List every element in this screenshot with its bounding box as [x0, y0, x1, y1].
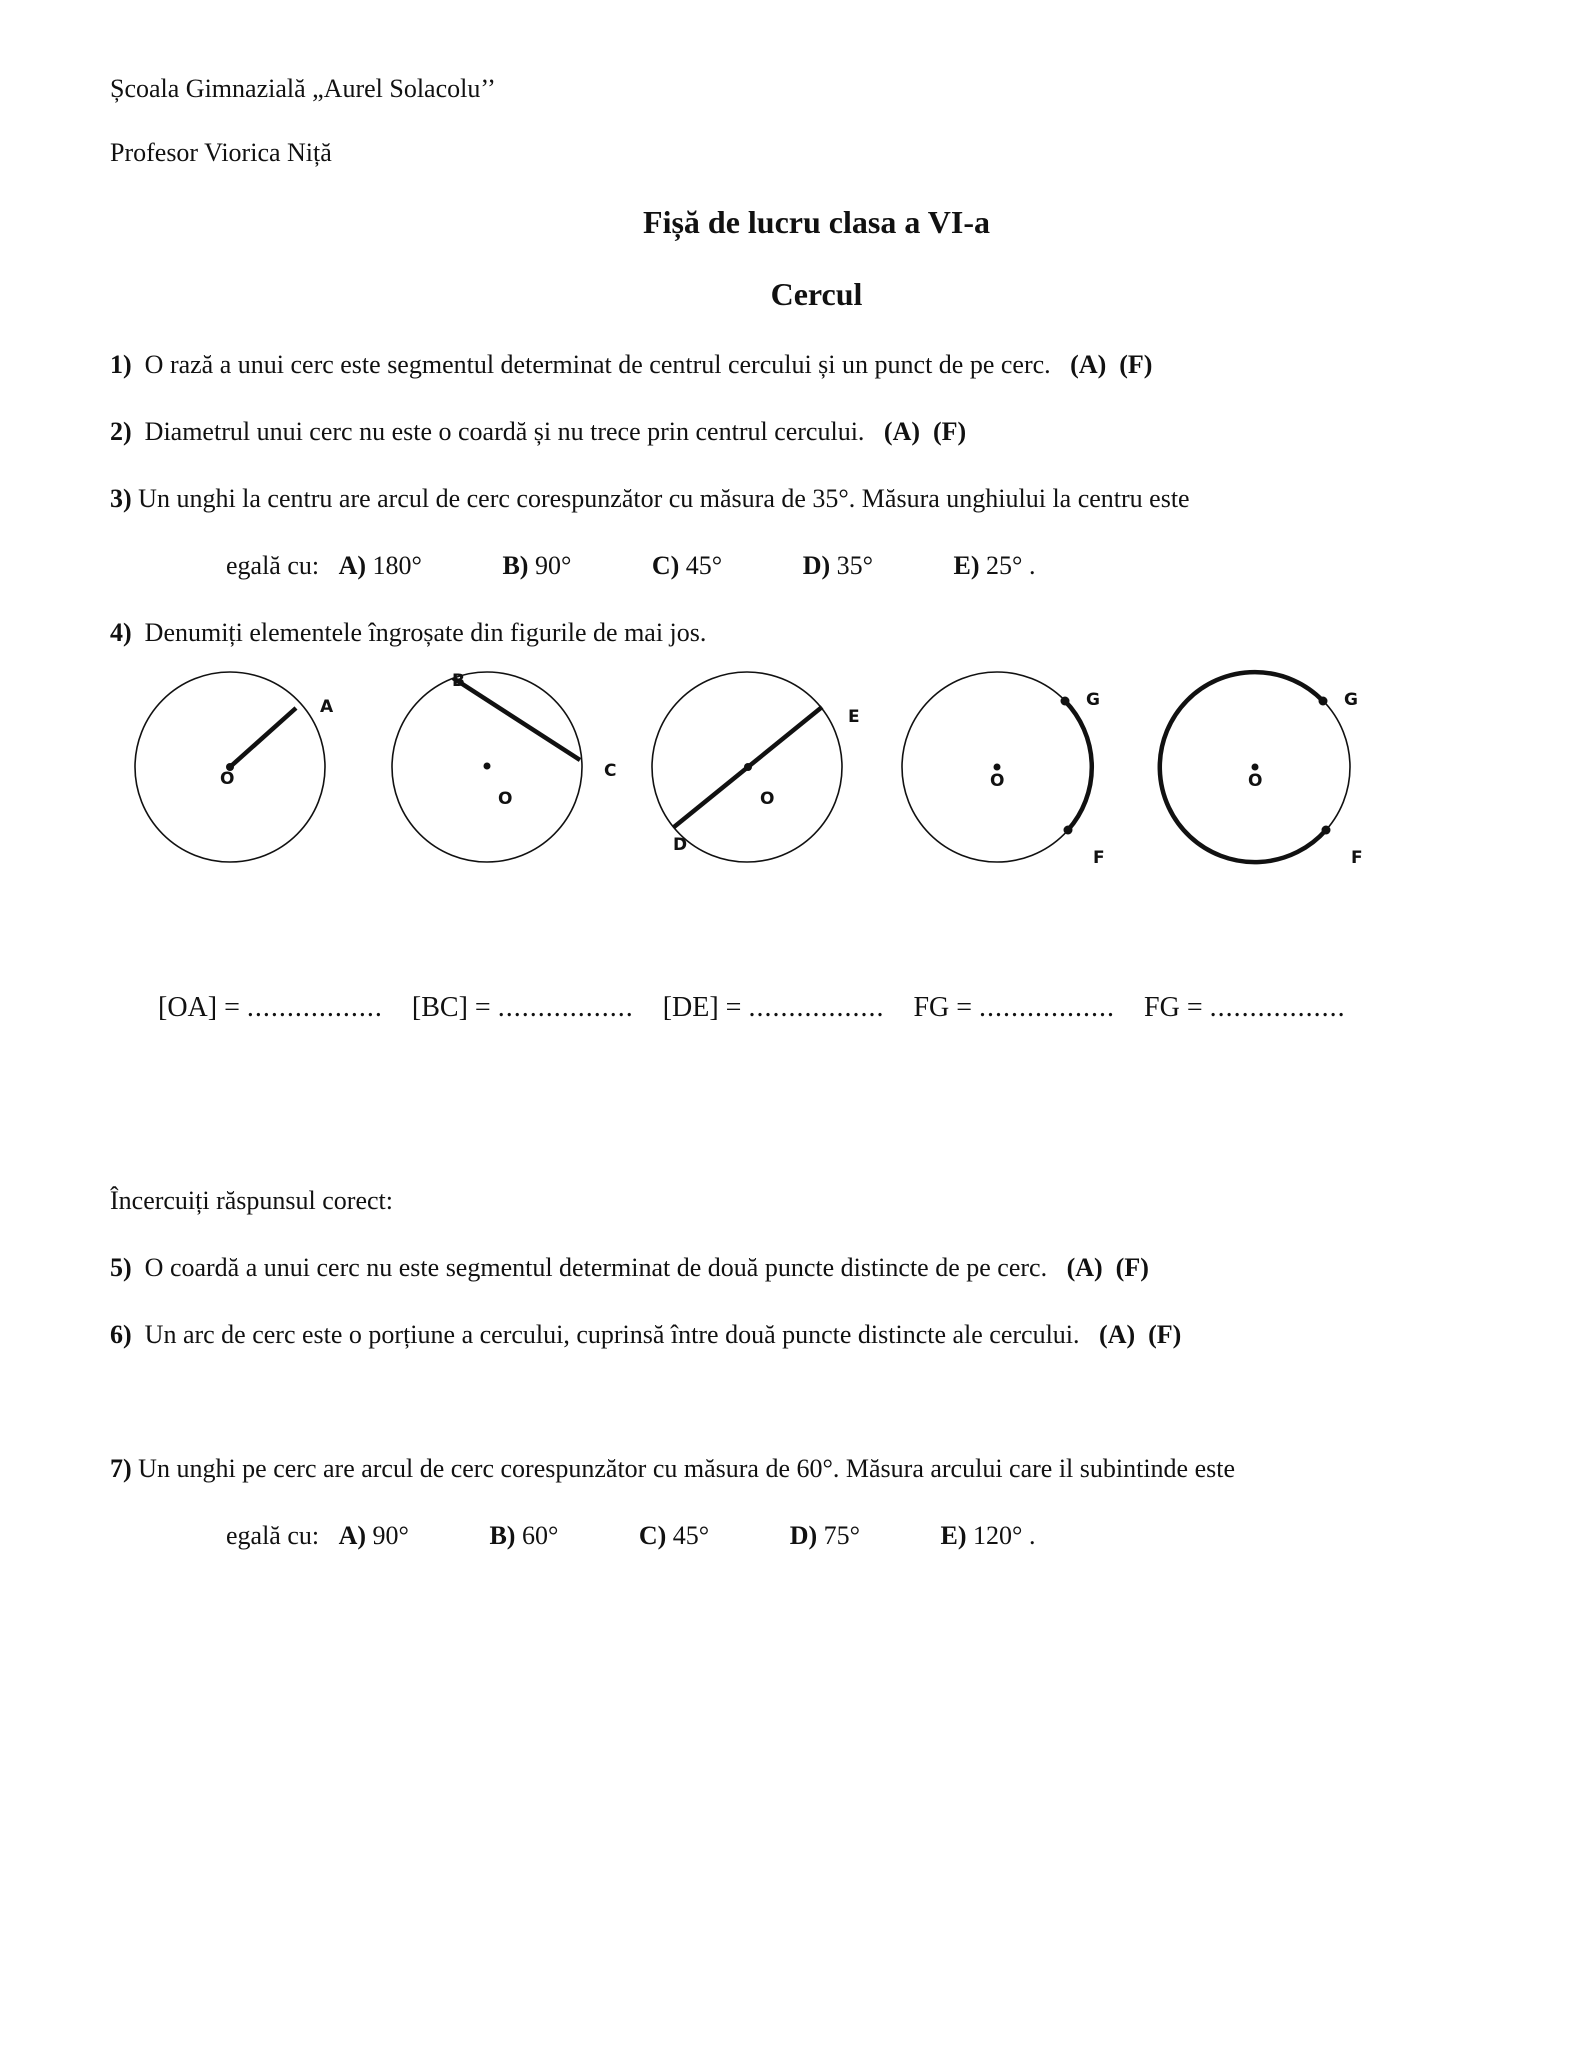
chord-bc [453, 678, 580, 760]
option-e[interactable] [954, 551, 1036, 580]
figure-chord [392, 671, 616, 862]
option-label: E) [953, 551, 980, 580]
question-number: 4) [110, 618, 132, 647]
answer-fg-major[interactable] [1144, 992, 1346, 1023]
question-5 [110, 1253, 1149, 1283]
answer-blank: ................. [979, 992, 1116, 1023]
answer-false[interactable]: (F) [933, 417, 967, 446]
label-center: O [760, 789, 775, 809]
question-text: O rază a unui cerc este segmentul determinat de centrul cercului și un punct de pe cerc. [144, 350, 1051, 379]
option-a[interactable] [339, 551, 422, 580]
question-number: 3) [110, 484, 132, 513]
label-point-g: G [1344, 690, 1358, 710]
question-text: Un unghi pe cerc are arcul de cerc corespunzător cu măsura de 60°. Măsura arcului care il subintinde este [138, 1454, 1236, 1483]
question-3 [110, 484, 1190, 514]
answer-blank: ................. [246, 992, 383, 1023]
option-label: E) [940, 1521, 967, 1550]
option-b[interactable] [489, 1521, 558, 1550]
option-label: B) [489, 1521, 516, 1550]
answer-label: [BC] = [411, 992, 491, 1023]
option-value: 35° [836, 551, 874, 580]
question-number: 1) [110, 350, 132, 379]
label-point-f: F [1351, 848, 1363, 868]
label-center: O [1248, 771, 1263, 791]
option-value: 45° [685, 551, 723, 580]
option-value: 180° [372, 551, 422, 580]
question-4 [110, 618, 706, 648]
option-e[interactable] [941, 1521, 1036, 1550]
page-subtitle: Cercul [770, 276, 863, 312]
answer-false[interactable]: (F) [1148, 1320, 1182, 1349]
option-label: D) [802, 551, 831, 580]
option-label: A) [338, 551, 367, 580]
answer-blank: ................. [497, 992, 634, 1023]
question-number: 2) [110, 417, 132, 446]
option-label: D) [789, 1521, 818, 1550]
option-value: 90° [534, 551, 572, 580]
point-g [1319, 697, 1328, 706]
question-6 [110, 1320, 1181, 1350]
school-name: Școala Gimnazială „Aurel Solacolu’’ [110, 74, 496, 103]
option-c[interactable] [652, 551, 722, 580]
option-b[interactable] [502, 551, 571, 580]
question-text: Un arc de cerc este o porțiune a cercului, cuprinsă între două puncte distincte ale cercului. [144, 1320, 1080, 1349]
option-value: 60° [521, 1521, 559, 1550]
question-number: 5) [110, 1253, 132, 1282]
answer-true[interactable]: (A) [1070, 350, 1107, 379]
instruction: Încercuiți răspunsul corect: [110, 1186, 393, 1215]
label-point-g: G [1086, 690, 1100, 710]
answer-label: [OA] = [158, 992, 240, 1023]
label-point-c: C [604, 761, 617, 781]
option-d[interactable] [790, 1521, 860, 1550]
answer-label: [DE] = [662, 992, 742, 1023]
point-g [1061, 697, 1070, 706]
answer-false[interactable]: (F) [1115, 1253, 1149, 1282]
answer-true[interactable]: (A) [1099, 1320, 1136, 1349]
question-text: Diametrul unui cerc nu este o coardă și nu trece prin centrul cercului. [144, 417, 865, 446]
point-f [1322, 826, 1331, 835]
arc-fg [1065, 701, 1092, 830]
radius-oa [230, 708, 296, 767]
circle-figures [0, 660, 1583, 890]
option-label: C) [638, 1521, 667, 1550]
answer-false[interactable]: (F) [1119, 350, 1153, 379]
center-point [1252, 764, 1259, 771]
question-number: 7) [110, 1454, 132, 1483]
question-text: Un unghi la centru are arcul de cerc corespunzător cu măsura de 35°. Măsura unghiului la centru este [138, 484, 1190, 513]
option-a[interactable] [339, 1521, 409, 1550]
option-value: 90° [372, 1521, 409, 1550]
figure-radius [135, 672, 334, 862]
center-point [484, 763, 491, 770]
arc-fg-major [1160, 672, 1326, 862]
option-value: 25° . [986, 551, 1036, 580]
label-point-a: A [320, 697, 334, 717]
answer-fg-minor[interactable] [913, 992, 1115, 1023]
label-point-d: D [673, 835, 688, 855]
answer-blank: ................. [1209, 992, 1346, 1023]
question-text: O coardă a unui cerc nu este segmentul determinat de două puncte distincte de pe cerc. [144, 1253, 1048, 1282]
answer-row [158, 992, 1368, 1024]
answer-label: FG = [1144, 992, 1203, 1023]
options-lead: egală cu: [226, 551, 320, 580]
option-label: A) [338, 1521, 367, 1550]
figure-diameter [652, 672, 860, 862]
label-point-e: E [848, 707, 860, 727]
figure-minor-arc [902, 672, 1105, 868]
center-point [744, 763, 752, 771]
answer-bc[interactable] [412, 992, 634, 1023]
options-lead: egală cu: [226, 1521, 320, 1550]
option-label: B) [502, 551, 529, 580]
question-3-options [226, 551, 1035, 581]
teacher-name: Profesor Viorica Niță [110, 138, 332, 167]
point-f [1064, 826, 1073, 835]
option-label: C) [651, 551, 680, 580]
answer-true[interactable]: (A) [1066, 1253, 1103, 1282]
option-value: 45° [672, 1521, 710, 1550]
page-title: Fișă de lucru clasa a VI-a [643, 204, 990, 240]
label-center: O [990, 771, 1005, 791]
option-value: 120° . [973, 1521, 1036, 1550]
question-1 [110, 350, 1152, 380]
label-center: O [220, 769, 235, 789]
question-7-options [226, 1521, 1035, 1551]
question-7 [110, 1454, 1235, 1484]
label-point-f: F [1093, 848, 1105, 868]
question-number: 6) [110, 1320, 132, 1349]
question-2 [110, 417, 966, 447]
answer-label: FG = [913, 992, 973, 1023]
answer-oa[interactable] [158, 992, 383, 1023]
answer-blank: ................. [748, 992, 885, 1023]
option-c[interactable] [639, 1521, 709, 1550]
question-text: Denumiți elementele îngroșate din figurile de mai jos. [144, 618, 707, 647]
figure-major-arc [1160, 672, 1363, 868]
answer-de[interactable] [663, 992, 885, 1023]
option-value: 75° [823, 1521, 861, 1550]
center-point [994, 764, 1001, 771]
label-center: O [498, 789, 513, 809]
label-point-b: B [452, 671, 465, 691]
answer-true[interactable]: (A) [883, 417, 921, 446]
option-d[interactable] [803, 551, 873, 580]
